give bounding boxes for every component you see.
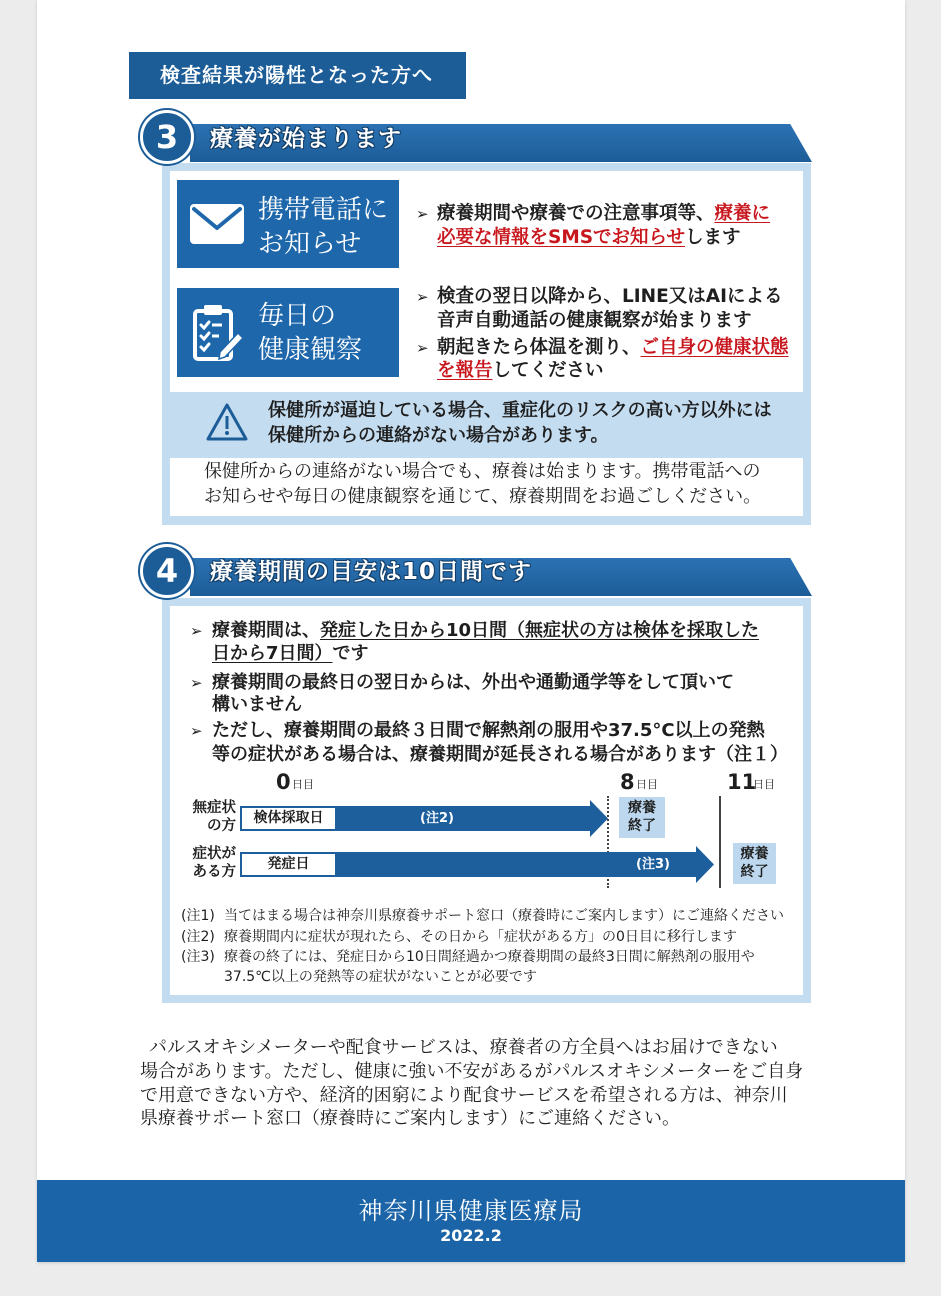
timeline-row-label: ある方 <box>192 864 236 880</box>
timeline-row-label: 無症状 <box>192 800 236 816</box>
section4-number-badge: 4 <box>140 544 194 598</box>
daily-check-bullet-line <box>437 336 789 360</box>
timeline-start-box: 検体採取日 <box>240 806 337 831</box>
section4-title: 療養期間の目安は10日間です <box>210 559 533 585</box>
footnote-mark: (注1) <box>181 908 215 924</box>
timeline-arrow-note: (注3) <box>636 857 670 872</box>
closing-paragraph-line: 県療養サポート窓口（療養時にご案内します）にご連絡ください。 <box>140 1108 680 1129</box>
daily-check-highlight: を報告 <box>437 360 493 381</box>
timeline-end-box <box>619 797 665 838</box>
audience-tag <box>129 52 466 99</box>
timeline-end-text: 終了 <box>740 864 769 880</box>
timeline-start-box: 発症日 <box>240 852 337 877</box>
timeline-arrow-note: (注2) <box>420 811 454 826</box>
period-bullet-line <box>212 693 302 717</box>
footnote-text: 当てはまる場合は神奈川県療養サポート窓口（療養時にご案内します）にご連絡ください <box>224 908 784 924</box>
timeline-row-label: の方 <box>207 818 236 834</box>
closing-paragraph-line: 場合があります。ただし、健康に強い不安があるがパルスオキシメーターをご自身 <box>140 1061 804 1082</box>
timeline-end-box <box>733 843 776 884</box>
day11-line <box>719 796 721 888</box>
timeline-day-unit: 日目 <box>292 778 314 791</box>
timeline-day-number: 11 <box>727 770 757 794</box>
daily-check-bullet-line <box>437 309 752 333</box>
period-text: です <box>332 643 369 664</box>
timeline-end-text: 療養 <box>740 846 769 862</box>
period-text: 構いません <box>212 694 302 715</box>
bullet-marker: ➢ <box>416 205 429 223</box>
period-bullet-line <box>212 719 765 743</box>
period-underlined: 発症した日から10日間（無症状の方は検体を採取した <box>320 620 760 641</box>
period-text: 等の症状がある場合は、療養期間が延長される場合があります（注１） <box>212 744 788 765</box>
section3-number-badge: 3 <box>140 110 194 164</box>
sms-text: 療養期間や療養での注意事項等、 <box>437 203 715 224</box>
period-bullet-line <box>212 671 734 695</box>
bullet-marker: ➢ <box>190 674 203 692</box>
daily-check-label-line: 毎日の <box>258 301 337 331</box>
envelope-icon <box>188 202 246 246</box>
daily-check-text: 検査の翌日以降から、LINE又はAIによる <box>437 286 783 307</box>
warning-text-line: 保健所からの連絡がない場合があります。 <box>268 425 609 446</box>
daily-check-highlight: ご自身の健康状態 <box>640 337 789 358</box>
bullet-marker: ➢ <box>190 722 203 740</box>
period-bullet-line <box>212 743 788 767</box>
footer-organization: 神奈川県健康医療局 <box>358 1197 584 1225</box>
period-text: ただし、療養期間の最終３日間で解熱剤の服用や37.5°C以上の発熱 <box>212 720 765 741</box>
warning-text-line: 保健所が逼迫している場合、重症化のリスクの高い方以外には <box>268 400 772 421</box>
bullet-marker: ➢ <box>190 622 203 640</box>
daily-check-bullet-line <box>437 285 783 309</box>
timeline-end-text: 療養 <box>628 800 656 816</box>
sms-highlight: 必要な情報をSMSでお知らせ <box>437 227 686 248</box>
period-underlined: 日から7日間） <box>212 643 333 664</box>
timeline-row-label: 症状が <box>192 846 236 862</box>
closing-paragraph-line: パルスオキシメーターや配食サービスは、療養者の方全員へはお届けできない <box>149 1037 778 1058</box>
daily-check-text: してください <box>492 360 604 381</box>
clipboard-check-icon <box>189 302 245 364</box>
section3-note-line: お知らせや毎日の健康観察を通じて、療養期間をお過ごしください。 <box>204 486 762 507</box>
bullet-marker: ➢ <box>416 339 429 357</box>
sms-label-line: 携帯電話に <box>258 195 389 225</box>
timeline-day-number: 8 <box>620 770 635 794</box>
sms-highlight: 療養に <box>714 203 771 224</box>
daily-check-text: 音声自動通話の健康観察が始まります <box>437 310 752 331</box>
daily-check-label-line: 健康観察 <box>258 335 363 365</box>
bullet-marker: ➢ <box>416 288 429 306</box>
footnote-text: 37.5℃以上の発熱等の症状がないことが必要です <box>224 969 537 985</box>
timeline-day-unit: 日目 <box>753 778 775 791</box>
footnote-text: 療養期間内に症状が現れたら、その日から「症状がある方」の0日目に移行します <box>224 929 737 945</box>
section3-note-line: 保健所からの連絡がない場合でも、療養は始まります。携帯電話への <box>204 461 761 482</box>
daily-check-bullet-line <box>437 359 604 383</box>
timeline-day-unit: 日目 <box>636 778 658 791</box>
timeline-day-number: 0 <box>276 770 291 794</box>
timeline-end-text: 終了 <box>628 818 656 834</box>
footnote-mark: (注2) <box>181 929 215 945</box>
closing-paragraph-line: で用意できない方や、経済的困窮により配食サービスを希望される方は、神奈川 <box>140 1085 788 1106</box>
daily-check-text: 朝起きたら体温を測り、 <box>437 337 641 358</box>
sms-text: します <box>685 227 741 248</box>
warning-triangle-icon <box>205 402 249 442</box>
period-bullet-line <box>212 619 759 643</box>
footnote-mark: (注3) <box>181 949 215 965</box>
audience-tag-text: 検査結果が陽性となった方へ <box>160 63 433 87</box>
footnote-text: 療養の終了には、発症日から10日間経過かつ療養期間の最終3日間に解熱剤の服用や <box>224 949 755 965</box>
timeline-arrow-shaft <box>337 806 591 831</box>
period-text: 療養期間の最終日の翌日からは、外出や通勤通学等をして頂いて <box>212 672 734 693</box>
section3-title: 療養が始まります <box>210 126 402 152</box>
period-text: 療養期間は、 <box>212 620 320 641</box>
footer-date: 2022.2 <box>440 1226 502 1245</box>
period-bullet-line <box>212 642 369 666</box>
sms-bullet-line <box>437 202 770 226</box>
sms-bullet-line <box>437 226 741 250</box>
sms-label-line: お知らせ <box>258 229 362 259</box>
